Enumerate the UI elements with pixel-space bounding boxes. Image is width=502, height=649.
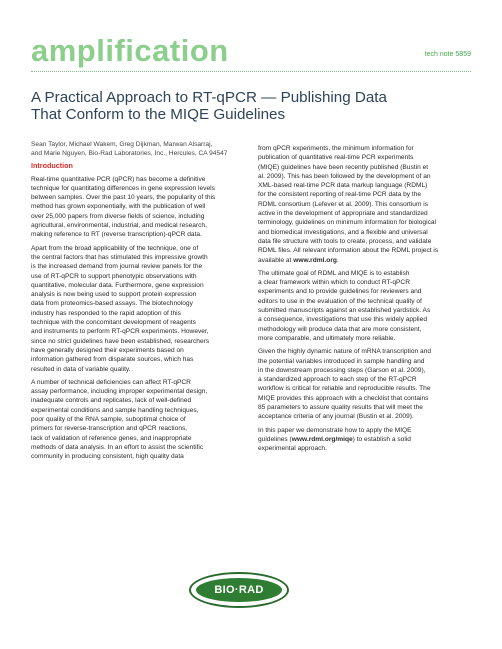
text-line: methodology will produce data that are more consistent,	[258, 325, 422, 333]
text-line: data file structure with tools to create, process, and validate	[258, 237, 432, 245]
text-line: over 25,000 papers from diverse fields of science, including	[31, 212, 205, 220]
text-line: and biomedical investigations, and a flexible and universal	[258, 228, 428, 236]
text-line: the central factors that has stimulated this impressive growth	[31, 253, 208, 261]
title-line: That Conform to the MIQE Guidelines	[31, 106, 286, 123]
text-fragment: .	[336, 256, 339, 264]
text-line: from qPCR experiments, the minimum information for	[258, 145, 414, 152]
text-line: for the consistent reporting of real-time PCR data by the	[258, 191, 422, 199]
text-line: workflow is critical for reliable and reproducible results. The	[258, 385, 431, 393]
text-line: RDML consortium (Lefever et al. 2009). This consortium is	[258, 200, 429, 208]
text-line: inadequate controls and replicates, lack of well-defined	[31, 397, 192, 405]
text-line: XML-based real-time PCR data markup language (RDML)	[258, 182, 428, 190]
text-line: active in the development of appropriate and standardized	[258, 210, 428, 218]
text-line: analysis is now being used to support protein expression	[31, 291, 197, 299]
miqe-website-link[interactable]: www.rdml.org/miqe	[291, 435, 353, 443]
text-line: publication of quantitative real-time PCR experiments	[258, 154, 414, 162]
left-column	[31, 140, 251, 466]
text-line: editors to use in the evaluation of the technical quality of	[258, 297, 422, 305]
text-line: acceptance criteria of any journal (Bustin et al. 2009).	[258, 413, 414, 421]
amplification-wordmark: amplification	[31, 33, 229, 68]
author-list	[31, 140, 251, 159]
text-line: methods of data analysis. In an effort to assist the scientific	[31, 443, 204, 451]
text-line: In this paper we demonstrate how to apply the MIQE	[258, 426, 412, 434]
rdml-website-link[interactable]: www.rdml.org	[293, 256, 337, 264]
text-line: in the downstream processing steps (Garson et al. 2009),	[258, 366, 426, 374]
text-line: method has grown exponentially, with the publication of well	[31, 203, 206, 211]
text-line: have generally designed their experiments based on	[31, 346, 184, 354]
text-line: a clear framework within which to conduct RT-qPCR	[258, 279, 410, 287]
text-fragment: ) to establish a solid	[352, 435, 411, 443]
text-line: RDML files. All relevant information about the RDML project is	[258, 247, 439, 255]
text-line: (MIQE) guidelines have been recently published (Bustin et	[258, 163, 429, 171]
text-line: industry has responded to the rapid adoption of this	[31, 309, 181, 317]
header-dotted-divider	[31, 71, 471, 72]
text-line: technique with the concomitant development of reagents	[31, 319, 196, 327]
text-line: lack of validation of reference genes, and inappropriate	[31, 434, 192, 442]
text-line: experimental approach.	[258, 445, 327, 453]
text-line: submitted manuscripts against an established yardstick. As	[258, 307, 431, 315]
text-line: data from proteomics-based assays. The biotechnology	[31, 300, 193, 308]
text-line: the potential variables introduced in sample handling and	[258, 357, 425, 365]
text-line: resulted in data of variable quality.	[31, 365, 131, 373]
text-line: terminology, guidelines on minimum information for biological	[258, 219, 436, 227]
text-line: community in producing consistent, high quality data	[31, 453, 184, 461]
text-line: The ultimate goal of RDML and MIQE is to establish	[258, 269, 410, 277]
introduction-heading: Introduction	[31, 160, 73, 170]
author-line: and Marie Nguyen, Bio-Rad Laboratories, Inc., Hercules, CA 94547	[31, 150, 228, 158]
title-line: A Practical Approach to RT-qPCR — Publishing Data	[31, 89, 387, 106]
text-line: Given the highly dynamic nature of mRNA transcription and	[258, 348, 431, 356]
text-line: since no strict guidelines have been established, researchers	[31, 337, 210, 345]
text-line: Apart from the broad applicability of the technique, one of	[31, 244, 199, 252]
author-line: Sean Taylor, Michael Wakem, Greg Dijkman, Marwan Alsarraj,	[31, 141, 213, 148]
text-line: technique for quantitating differences in gene expression levels	[31, 184, 215, 192]
text-line: experimental conditions and sample handling techniques,	[31, 406, 199, 414]
text-line: A number of technical deficiencies can affect RT-qPCR	[31, 378, 191, 386]
text-line: making reference to RT (reverse transcription)-qPCR data.	[31, 231, 202, 239]
text-line: MIQE provides this approach with a checklist that contains	[258, 394, 429, 402]
text-line	[258, 256, 478, 265]
text-line: is the increased demand from journal review panels for the	[31, 263, 203, 271]
text-line: between samples. Over the past 10 years, the popularity of this	[31, 194, 216, 202]
text-line	[258, 435, 478, 444]
text-line: Real-time quantitative PCR (qPCR) has become a definitive	[31, 175, 206, 183]
text-line: primers for reverse-transcription and qPCR reactions,	[31, 425, 188, 433]
text-fragment: available at	[258, 256, 294, 264]
text-line: and instruments to perform RT-qPCR experiments. However,	[31, 328, 209, 336]
text-line: experiments and to provide guidelines for reviewers and	[258, 288, 422, 296]
text-line: agricultural, environmental, industrial, and medical research,	[31, 222, 207, 230]
bio-rad-logo	[189, 572, 289, 608]
text-line: information gathered from disparate sources, which has	[31, 356, 194, 364]
text-fragment: guidelines (	[258, 435, 292, 443]
text-line: assay performance, including improper experimental design,	[31, 388, 208, 396]
tech-note-number: tech note 5859	[424, 51, 471, 58]
text-line: al. 2009). This has been followed by the development of an	[258, 172, 431, 180]
text-line: poor quality of the RNA sample, suboptimal choice of	[31, 416, 186, 424]
text-line: 85 parameters to assure quality results that will meet the	[258, 404, 423, 412]
text-line: quantitative, molecular data. Furthermore, gene expression	[31, 281, 204, 289]
text-line: use of RT-qPCR to support phenotypic observations with	[31, 272, 197, 280]
text-line: more comparable, and ultimately more reliable.	[258, 334, 396, 342]
text-line: a standardized approach to each step of the RT-qPCR	[258, 376, 417, 384]
document-title	[31, 89, 451, 123]
logo-text: BIO·RAD	[214, 584, 264, 596]
right-column	[258, 140, 478, 458]
text-line: a consequence, investigations that use this widely applied	[258, 316, 427, 324]
